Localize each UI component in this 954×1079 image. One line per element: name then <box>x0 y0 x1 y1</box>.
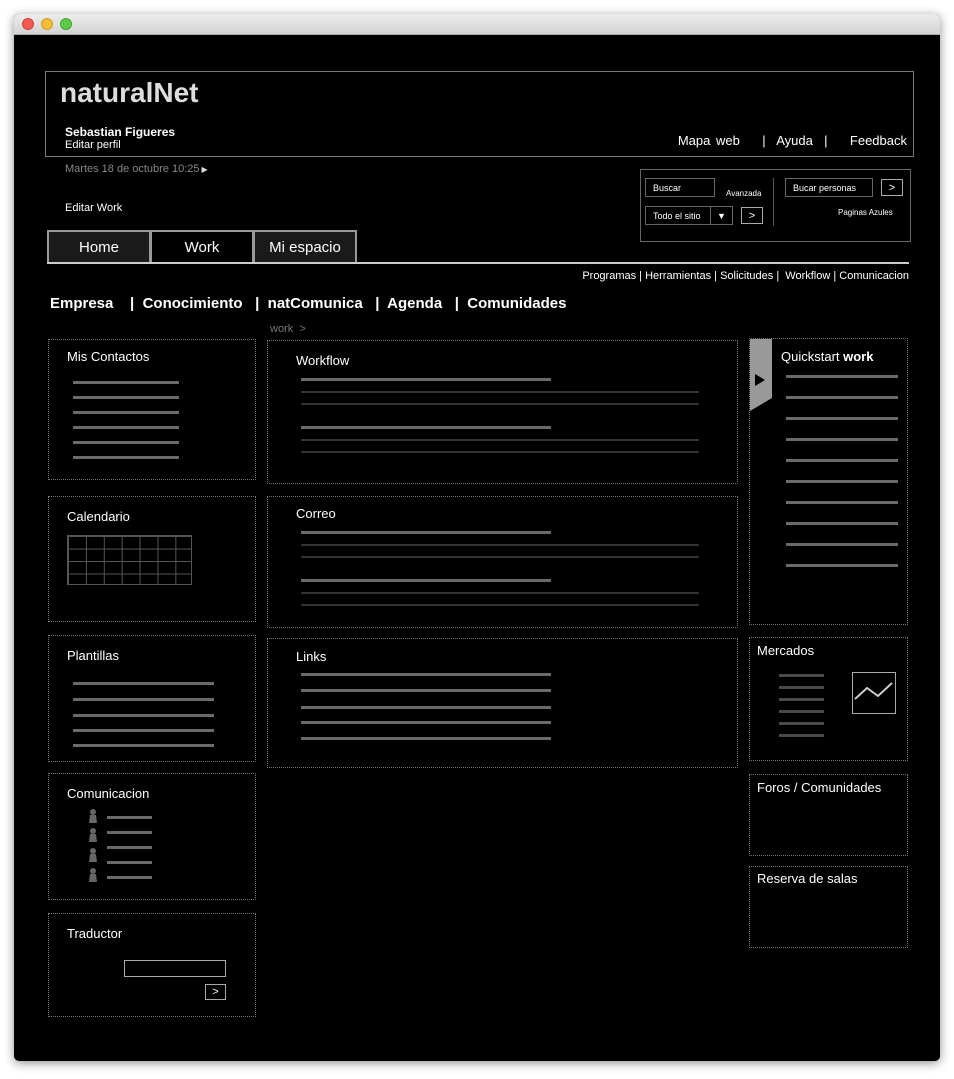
contacts-panel <box>48 339 256 480</box>
quickstart-panel <box>749 338 908 625</box>
mail-detail-line <box>301 544 699 546</box>
separator: | <box>762 133 766 148</box>
nav-agenda[interactable]: Agenda <box>387 295 443 312</box>
nav-natcomunica[interactable]: natComunica <box>267 295 363 312</box>
links-panel <box>267 638 738 768</box>
title-bar <box>14 14 940 35</box>
quickstart-line[interactable] <box>786 438 898 441</box>
play-icon <box>755 374 765 386</box>
contact-line[interactable] <box>73 381 179 384</box>
close-icon[interactable] <box>22 18 34 30</box>
panel-title: Traductor <box>67 926 123 941</box>
yellow-pages-link[interactable]: Paginas Azules <box>838 208 893 217</box>
scope-select[interactable] <box>645 206 733 225</box>
quickstart-line[interactable] <box>786 564 898 567</box>
tab-mi-espacio[interactable]: Mi espacio <box>253 230 357 264</box>
calendar-grid[interactable] <box>67 535 192 585</box>
link-line[interactable] <box>301 706 551 709</box>
browser-window <box>14 14 940 1061</box>
panel-title: Calendario <box>67 509 130 524</box>
search-input[interactable]: Buscar <box>645 178 715 197</box>
chart-icon[interactable] <box>852 672 896 714</box>
contact-line[interactable] <box>73 456 179 459</box>
main-navigation <box>50 295 566 312</box>
contact-line[interactable] <box>107 876 152 879</box>
separator: | <box>824 133 828 148</box>
translator-input[interactable] <box>124 960 226 977</box>
person-icon <box>88 868 98 882</box>
separator: | <box>375 295 380 312</box>
workflow-panel <box>267 340 738 484</box>
workflow-item-line[interactable] <box>301 426 551 429</box>
forums-panel <box>749 774 908 856</box>
quickstart-line[interactable] <box>786 459 898 462</box>
panel-title: Mis Contactos <box>67 349 150 364</box>
panel-title: Foros / Comunidades <box>757 780 882 795</box>
separator: | <box>255 295 260 312</box>
advanced-search-link[interactable]: Avanzada <box>726 189 762 198</box>
search-panel <box>640 169 911 242</box>
site-header <box>45 71 914 157</box>
person-icon <box>88 828 98 842</box>
tab-home[interactable]: Home <box>47 230 151 264</box>
link-line[interactable] <box>301 737 551 740</box>
quickstart-line[interactable] <box>786 375 898 378</box>
translate-button[interactable]: > <box>205 984 226 1000</box>
mail-detail-line <box>301 592 699 594</box>
workflow-detail-line <box>301 391 699 393</box>
help-link[interactable]: Ayuda <box>776 133 813 148</box>
quickstart-line[interactable] <box>786 543 898 546</box>
quickstart-line[interactable] <box>786 501 898 504</box>
scope-value: Todo el sitio <box>653 210 701 221</box>
sitemap-link[interactable]: Mapa web <box>677 133 740 148</box>
quickstart-line[interactable] <box>786 417 898 420</box>
templates-panel <box>48 635 256 762</box>
link-line[interactable] <box>301 721 551 724</box>
divider <box>773 178 774 226</box>
contact-line[interactable] <box>73 441 179 444</box>
template-line[interactable] <box>73 744 214 747</box>
feedback-link[interactable]: Feedback <box>849 133 907 148</box>
tab-underline <box>47 262 909 264</box>
template-line[interactable] <box>73 682 214 685</box>
template-line[interactable] <box>73 698 214 701</box>
workflow-detail-line <box>301 403 699 405</box>
contact-line[interactable] <box>107 846 152 849</box>
market-line[interactable] <box>779 734 824 737</box>
current-date <box>65 163 208 175</box>
contact-line[interactable] <box>107 861 152 864</box>
quickstart-line[interactable] <box>786 522 898 525</box>
date-text: Martes 18 de octubre 10:25 <box>65 163 200 175</box>
panel-title <box>781 349 873 364</box>
site-logo[interactable]: naturalNet <box>60 77 199 108</box>
markets-panel <box>749 637 908 761</box>
market-line[interactable] <box>779 710 824 713</box>
panel-title: Reserva de salas <box>757 871 858 886</box>
tab-work[interactable]: Work <box>150 230 254 264</box>
workflow-detail-line <box>301 439 699 441</box>
quickstart-toggle[interactable] <box>750 339 772 411</box>
edit-profile-link[interactable]: Editar perfil <box>65 139 121 151</box>
panel-title: Comunicacion <box>67 786 150 801</box>
minimize-icon[interactable] <box>41 18 53 30</box>
play-icon[interactable]: ▶ <box>201 165 208 174</box>
room-booking-panel <box>749 866 908 948</box>
link-line[interactable] <box>301 673 551 676</box>
quickstart-line[interactable] <box>786 396 898 399</box>
person-icon <box>88 809 98 823</box>
contact-line[interactable] <box>73 396 179 399</box>
mail-item-line[interactable] <box>301 531 551 534</box>
mail-detail-line <box>301 604 699 606</box>
template-line[interactable] <box>73 729 214 732</box>
person-icon <box>88 848 98 862</box>
market-line[interactable] <box>779 698 824 701</box>
zoom-icon[interactable] <box>60 18 72 30</box>
market-line[interactable] <box>779 686 824 689</box>
calendar-panel <box>48 496 256 622</box>
mail-panel <box>267 496 738 628</box>
panel-title: Links <box>296 649 327 664</box>
contact-line[interactable] <box>107 831 152 834</box>
panel-title: Correo <box>296 506 336 521</box>
communication-panel <box>48 773 256 900</box>
template-line[interactable] <box>73 714 214 717</box>
contact-line[interactable] <box>107 816 152 819</box>
sub-navigation[interactable]: Programas | Herramientas | Solicitudes | Workflow | Comunicacion <box>582 270 909 282</box>
nav-conocimiento[interactable]: Conocimiento <box>142 295 243 312</box>
user-name: Sebastian Figueres <box>65 125 176 139</box>
translator-panel <box>48 913 256 1017</box>
search-go-button[interactable]: > <box>741 207 763 224</box>
contact-line[interactable] <box>73 426 179 429</box>
nav-comunidades[interactable]: Comunidades <box>467 295 567 312</box>
people-search-button[interactable]: > <box>881 179 903 196</box>
separator: | <box>130 295 135 312</box>
panel-title: Workflow <box>296 353 350 368</box>
mail-detail-line <box>301 556 699 558</box>
workflow-item-line[interactable] <box>301 378 551 381</box>
contact-line[interactable] <box>73 411 179 414</box>
separator: | <box>454 295 459 312</box>
market-line[interactable] <box>779 674 824 677</box>
quickstart-line[interactable] <box>786 480 898 483</box>
nav-empresa[interactable]: Empresa <box>50 295 114 312</box>
link-line[interactable] <box>301 689 551 692</box>
quickstart-title-prefix: Quickstart <box>781 349 844 364</box>
dropdown-arrow-icon[interactable]: ▼ <box>710 207 732 224</box>
quickstart-title-bold: work <box>843 349 874 364</box>
market-line[interactable] <box>779 722 824 725</box>
top-links <box>678 133 907 148</box>
people-search-input[interactable]: Bucar personas <box>785 178 873 197</box>
breadcrumb[interactable]: work > <box>270 323 306 335</box>
mail-item-line[interactable] <box>301 579 551 582</box>
panel-title: Mercados <box>757 643 815 658</box>
workflow-detail-line <box>301 451 699 453</box>
panel-title: Plantillas <box>67 648 120 663</box>
edit-work-link[interactable]: Editar Work <box>65 202 123 214</box>
